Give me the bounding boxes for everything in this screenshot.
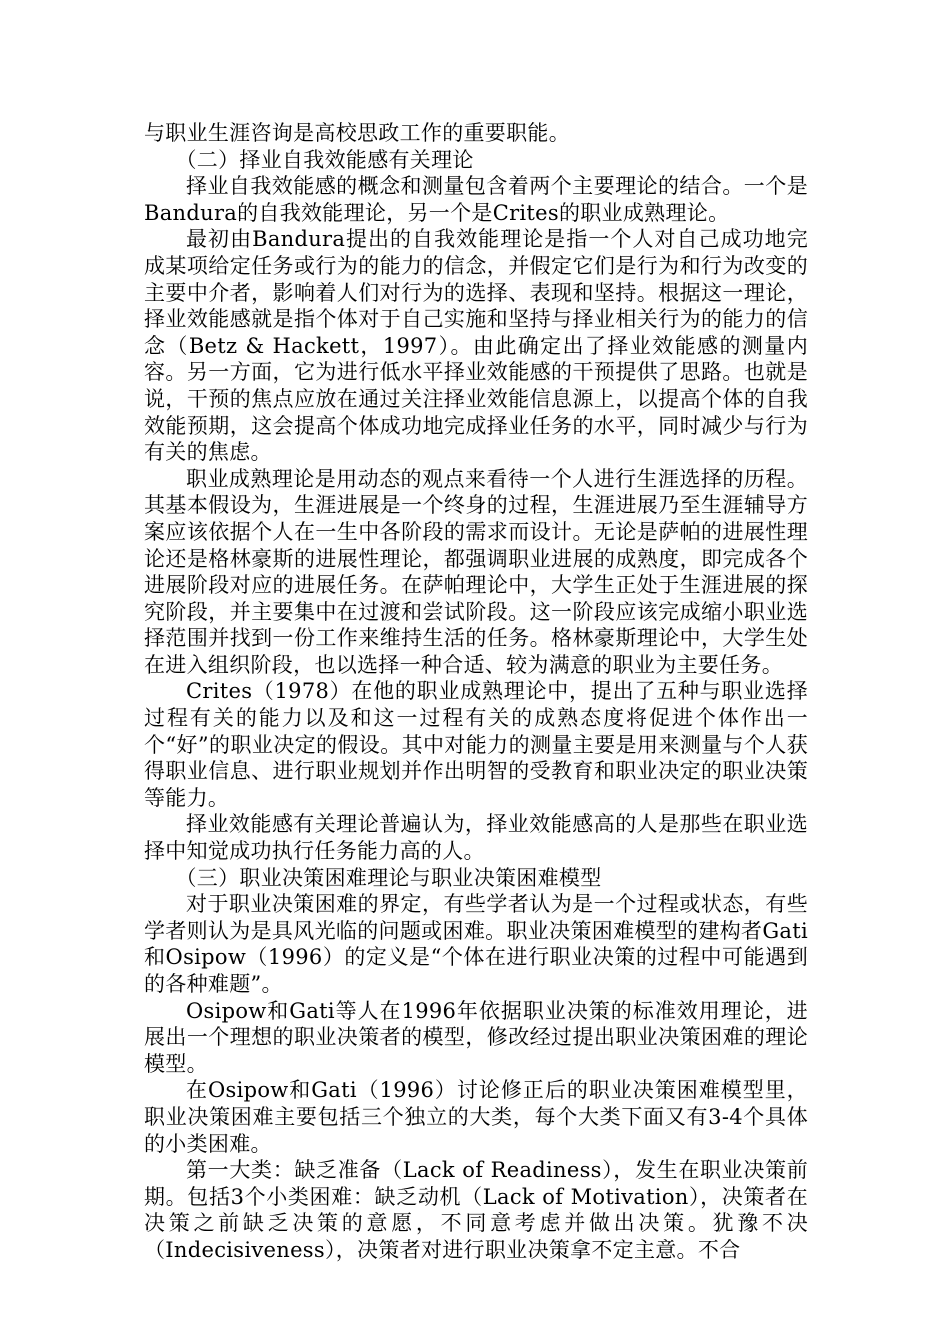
paragraph: 第一大类：缺乏准备（Lack of Readiness），发生在职业决策前期。包括3个小类困难：缺乏动机（Lack of Motivation），决策者在决策之前缺乏决策的意愿，不同意考虑并做出决策。犹豫不决（Indecisiveness），决策者对进行职业决策拿不定主意。不合 [144, 1158, 808, 1262]
paragraph: 择业效能感有关理论普遍认为，择业效能感高的人是那些在职业选择中知觉成功执行任务能力高的人。 [144, 812, 808, 864]
paragraph: 最初由Bandura提出的自我效能理论是指一个人对自己成功地完成某项给定任务或行为的能力的信念，并假定它们是行为和行为改变的主要中介者，影响着人们对行为的选择、表现和坚持。根据这一理论，择业效能感就是指个体对于自己实施和坚持与择业相关行为的能力的信念（Betz & Hackett，1997）。由此确定出了择业效能感的测量内容。另一方面，它为进行低水平择业效能感的干预提供了思路。也就是说，干预的焦点应放在通过关注择业效能信息源上，以提高个体的自我效能预期，这会提高个体成功地完成择业任务的水平，同时减少与行为有关的焦虑。 [144, 227, 808, 465]
paragraph: 职业成熟理论是用动态的观点来看待一个人进行生涯选择的历程。其基本假设为，生涯进展是一个终身的过程，生涯进展乃至生涯辅导方案应该依据个人在一生中各阶段的需求而设计。无论是萨帕的进展性理论还是格林豪斯的进展性理论，都强调职业进展的成熟度，即完成各个进展阶段对应的进展任务。在萨帕理论中，大学生正处于生涯进展的探究阶段，并主要集中在过渡和尝试阶段。这一阶段应该完成缩小职业选择范围并找到一份工作来维持生活的任务。格林豪斯理论中，大学生处在进入组织阶段，也以选择一种合适、较为满意的职业为主要任务。 [144, 466, 808, 677]
paragraph: 与职业生涯咨询是高校思政工作的重要职能。 [144, 121, 570, 145]
paragraph: Crites（1978）在他的职业成熟理论中，提出了五种与职业选择过程有关的能力以及和这一过程有关的成熟态度将促进个体作出一个“好”的职业决定的假设。其中对能力的测量主要是用来测量与个人获得职业信息、进行职业规划并作出明智的受教育和职业决定的职业决策等能力。 [144, 679, 808, 810]
paragraph: 在Osipow和Gati（1996）讨论修正后的职业决策困难模型里，职业决策困难主要包括三个独立的大类，每个大类下面又有3-4个具体的小类困难。 [144, 1078, 808, 1156]
paragraph: 择业自我效能感的概念和测量包含着两个主要理论的结合。一个是Bandura的自我效能理论，另一个是Crites的职业成熟理论。 [144, 174, 808, 225]
section-heading: （三）职业决策困难理论与职业决策困难模型 [175, 865, 602, 890]
paragraph: 对于职业决策困难的界定，有些学者认为是一个过程或状态，有些学者则认为是具风光临的问题或困难。职业决策困难模型的建构者Gati和Osipow（1996）的定义是“个体在进行职业决策的过程中可能遇到的各种难题”。 [144, 892, 808, 996]
section-heading: （二）择业自我效能感有关理论 [175, 147, 474, 172]
document-body [144, 120, 808, 1264]
paragraph: Osipow和Gati等人在1996年依据职业决策的标准效用理论，进展出一个理想的职业决策者的模型，修改经过提出职业决策困难的理论模型。 [144, 998, 808, 1076]
